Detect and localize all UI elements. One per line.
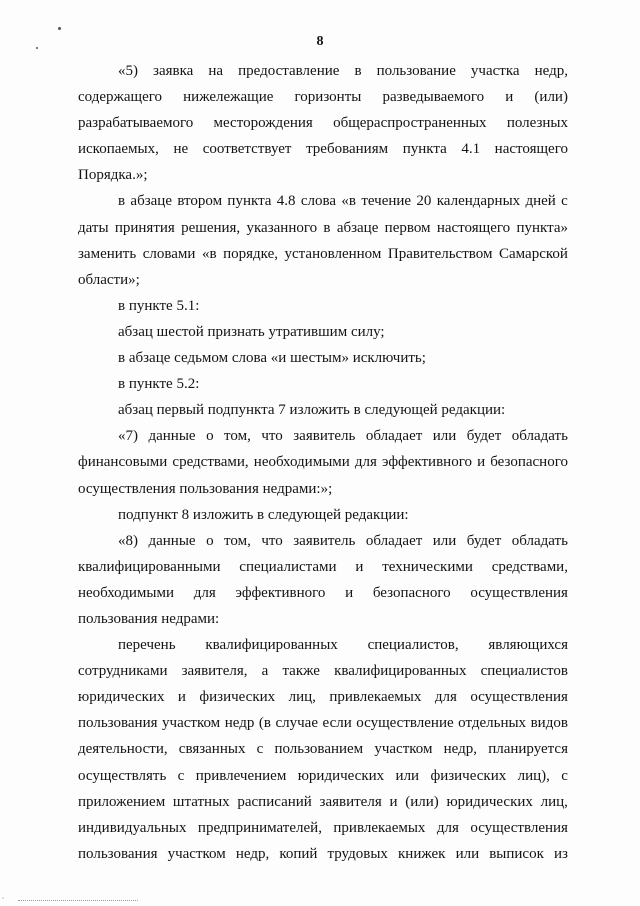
word: 4.1 <box>461 141 481 158</box>
word: даты <box>78 219 109 236</box>
word: заявитель <box>293 428 356 445</box>
word: общераспространенных <box>333 115 487 132</box>
word: о <box>206 532 214 549</box>
text-line <box>78 684 568 710</box>
word: Правительством <box>387 245 493 262</box>
word: и <box>477 454 486 471</box>
word: календарных <box>436 193 521 210</box>
word: специалистами <box>239 558 337 575</box>
word: данные <box>148 428 196 445</box>
word: для <box>434 689 457 706</box>
word: выписок <box>489 845 544 862</box>
word: ископаемых, <box>78 141 159 158</box>
word: полезных <box>506 115 568 132</box>
word: недр, <box>443 741 478 758</box>
word: если <box>322 715 352 732</box>
text-line: в пункте 5.1: <box>118 297 200 314</box>
word: перечень <box>118 637 176 654</box>
word: абзаце <box>336 219 379 236</box>
word: специалистов, <box>367 637 459 654</box>
word: предпринимателей, <box>197 819 322 836</box>
word: соответствует <box>202 141 292 158</box>
text-line <box>78 815 568 841</box>
word: участка <box>470 63 520 79</box>
word: абзаце <box>130 193 172 210</box>
word: отдельных <box>458 715 527 732</box>
word: с <box>561 767 568 784</box>
word: недр, <box>534 63 568 79</box>
word: книжек <box>398 845 446 862</box>
word: квалифицированных <box>334 663 467 680</box>
word: содержащего <box>78 89 163 106</box>
word: участком <box>374 741 433 758</box>
word: «в <box>201 245 217 262</box>
word: Самарской <box>499 245 568 262</box>
word: пункта» <box>516 219 568 236</box>
text-line <box>78 632 568 658</box>
text-line <box>78 241 568 267</box>
text-line <box>78 215 568 241</box>
text-line <box>78 188 568 214</box>
word: специалистов <box>480 663 568 680</box>
word: месторождения <box>213 115 313 132</box>
word: разрабатываемого <box>78 115 194 132</box>
text-line: пользования недрами: <box>78 610 220 627</box>
word: втором <box>177 193 223 210</box>
word: заявителя, <box>181 663 248 680</box>
word: 20 <box>416 193 432 210</box>
word: или <box>432 428 457 445</box>
word: настоящего <box>494 141 568 158</box>
word: осуществлять <box>78 767 167 784</box>
word: пользованием <box>274 741 364 758</box>
word: будет <box>466 428 502 445</box>
word: будет <box>466 532 502 549</box>
text-line: подпункт 8 изложить в следующей редакции: <box>118 506 409 523</box>
word: осуществления <box>470 819 568 836</box>
word: в <box>118 193 126 210</box>
word: для <box>193 584 216 601</box>
word: обладает <box>365 428 423 445</box>
word: настоящего <box>436 219 511 236</box>
word: дней <box>525 193 556 210</box>
word: юридических <box>78 689 165 706</box>
word: физических <box>199 689 276 706</box>
text-line <box>78 789 568 815</box>
word: недр <box>224 715 255 732</box>
text-line <box>78 423 568 449</box>
text-line: области»; <box>78 271 140 288</box>
word: осуществления <box>470 584 568 601</box>
word: безопасного <box>490 454 568 471</box>
word: для <box>354 454 377 471</box>
scan-margin-mark: ﾟ <box>2 897 6 905</box>
word: для <box>436 819 459 836</box>
text-line: Порядка.»; <box>78 167 148 184</box>
word: том, <box>224 428 251 445</box>
word: техническими <box>382 558 473 575</box>
word: копий <box>279 845 318 862</box>
word: первом <box>384 219 431 236</box>
word: в <box>323 219 331 236</box>
word: порядке, <box>223 245 278 262</box>
word: заменить <box>78 245 137 262</box>
word: осуществление <box>356 715 454 732</box>
text-line: в пункте 5.2: <box>118 376 200 393</box>
word: а <box>261 663 269 680</box>
word: приложением <box>78 793 166 810</box>
word: «в <box>341 193 356 210</box>
scan-margin-rule <box>18 900 138 901</box>
word: обладает <box>365 532 423 549</box>
word: деятельности, <box>78 741 168 758</box>
word: течение <box>361 193 412 210</box>
text-line <box>78 580 568 606</box>
word: словами <box>142 245 196 262</box>
word: с <box>256 741 264 758</box>
word: расписаний <box>237 793 312 810</box>
word: лиц, <box>540 793 568 810</box>
text-line <box>78 84 568 110</box>
word: нижележащие <box>183 89 274 106</box>
word: заявителя <box>319 793 382 810</box>
word: участком <box>162 715 221 732</box>
word: трудовых <box>327 845 388 862</box>
text-line <box>78 710 568 736</box>
word: указанного <box>246 219 318 236</box>
text-line <box>78 110 568 136</box>
word: обладать <box>511 428 568 445</box>
word: пункта <box>402 141 447 158</box>
word: в <box>354 63 362 79</box>
word: или <box>455 845 480 862</box>
word: с <box>561 193 568 210</box>
word: планируется <box>488 741 568 758</box>
word: слова <box>300 193 337 210</box>
word: что <box>261 532 283 549</box>
word: и <box>345 584 354 601</box>
word: с <box>177 767 185 784</box>
word: связанных <box>178 741 246 758</box>
text-line <box>78 763 568 789</box>
word: пункта <box>227 193 272 210</box>
word: также <box>282 663 320 680</box>
word: средствами, <box>172 454 249 471</box>
word: необходимыми <box>78 584 174 601</box>
word: привлечением <box>195 767 287 784</box>
scan-speck <box>58 27 61 30</box>
word: «8) <box>118 532 138 549</box>
word: индивидуальных <box>78 819 187 836</box>
word: эффективного <box>235 584 326 601</box>
word: пользование <box>376 63 456 79</box>
word: участком <box>167 845 226 862</box>
word: и <box>355 558 364 575</box>
word: юридических <box>446 793 533 810</box>
document-body <box>78 58 568 867</box>
text-line <box>78 58 568 84</box>
word: заявитель <box>293 532 356 549</box>
page-number: 8 <box>316 34 324 49</box>
word: заявка <box>153 63 194 79</box>
word: «5) <box>118 63 138 79</box>
text-line <box>78 658 568 684</box>
word: (или) <box>534 89 568 106</box>
word: привлекаемых <box>333 819 426 836</box>
word: эффективного <box>382 454 472 471</box>
text-line <box>78 554 568 580</box>
word: из <box>553 845 568 862</box>
text-line <box>78 136 568 162</box>
word: случае <box>275 715 318 732</box>
text-line: абзац первый подпункта 7 изложить в следующей редакции: <box>118 402 506 419</box>
word: квалифицированными <box>78 558 221 575</box>
word: юридических <box>297 767 385 784</box>
word: штатных <box>172 793 230 810</box>
word: что <box>261 428 283 445</box>
text-line <box>78 528 568 554</box>
word: лиц), <box>517 767 550 784</box>
word: горизонты <box>294 89 362 106</box>
word: осуществления <box>470 689 568 706</box>
word: 4.8 <box>276 193 296 210</box>
text-line: в абзаце седьмом слова «и шестым» исключить; <box>118 350 426 367</box>
word: обладать <box>511 532 568 549</box>
word: лиц, <box>288 689 316 706</box>
word: квалифицированных <box>205 637 338 654</box>
word: видов <box>530 715 568 732</box>
word: средствами, <box>491 558 568 575</box>
word: или <box>395 767 420 784</box>
text-line: абзац шестой признать утратившим силу; <box>118 323 385 340</box>
word: финансовыми <box>78 454 168 471</box>
word: и <box>505 89 514 106</box>
word: требованиям <box>306 141 389 158</box>
word: и <box>177 689 186 706</box>
word: решения, <box>181 219 241 236</box>
text-line <box>78 736 568 762</box>
word: безопасного <box>372 584 451 601</box>
word: сотрудниками <box>78 663 168 680</box>
word: данные <box>148 532 196 549</box>
word: «7) <box>118 428 138 445</box>
word: пользования <box>78 845 158 862</box>
word: необходимыми <box>253 454 350 471</box>
word: предоставление <box>238 63 340 79</box>
word: привлекаемых <box>329 689 422 706</box>
word: (или) <box>405 793 439 810</box>
word: недр, <box>235 845 270 862</box>
word: (в <box>258 715 271 732</box>
word: пользования <box>78 715 158 732</box>
word: и <box>389 793 398 810</box>
text-line <box>78 841 568 867</box>
word: разведываемого <box>382 89 485 106</box>
word: на <box>208 63 224 79</box>
word: принятия <box>114 219 175 236</box>
word: том, <box>224 532 251 549</box>
word: являющихся <box>488 637 568 654</box>
word: или <box>432 532 457 549</box>
word: установленном <box>284 245 382 262</box>
text-line: осуществления пользования недрами:»; <box>78 480 333 497</box>
word: о <box>206 428 214 445</box>
word: не <box>173 141 189 158</box>
text-line <box>78 449 568 475</box>
word: физических <box>430 767 507 784</box>
